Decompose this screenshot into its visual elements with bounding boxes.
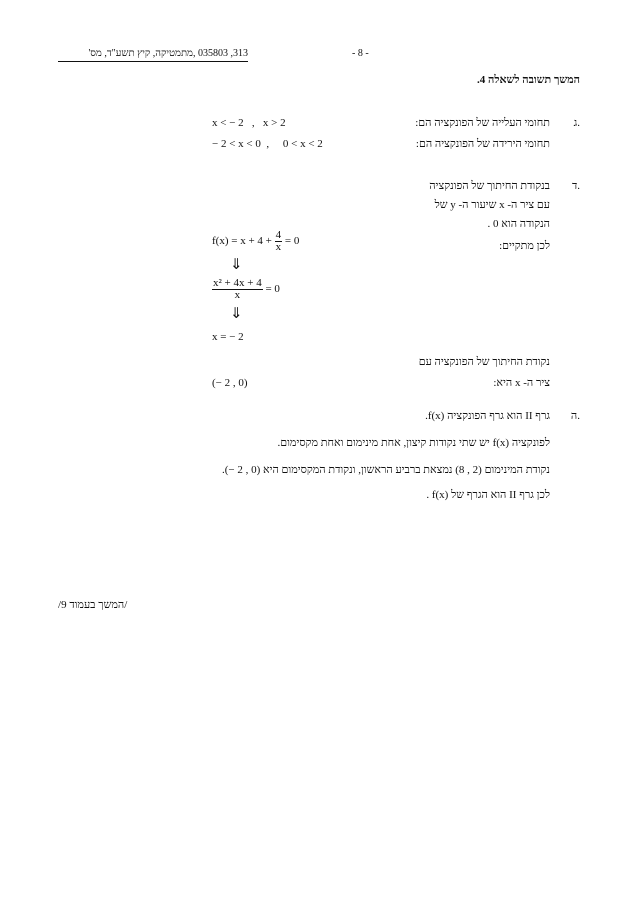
equation-2-denominator: x (234, 289, 241, 301)
equation-2-fraction (212, 278, 263, 301)
continued-note: /המשך בעמוד 9/ (58, 599, 128, 611)
decreasing-intervals: − 2 < x < 0 , 0 < x < 2 (212, 138, 323, 150)
intersection-line2: ציר ה- x היא: (493, 377, 550, 389)
equation-2-right: = 0 (265, 283, 280, 296)
intersection-line1: נקודת החיתוך של הפונקציה עם (418, 356, 550, 368)
therefore-label: לכן מתקיים: (499, 240, 550, 252)
equation-1-numerator: 4 (275, 229, 282, 241)
equation-1 (212, 230, 299, 253)
part-c-marker: ג. (573, 117, 580, 129)
part-d-line2: עם ציר ה- x שיעור ה- y של (434, 199, 550, 211)
equation-2-numerator: x² + 4x + 4 (213, 277, 262, 289)
increasing-label: תחומי העלייה של הפונקציה הם: (415, 117, 550, 129)
increasing-intervals: x < − 2 , x > 2 (212, 117, 286, 129)
page-number: - 8 - (352, 48, 369, 59)
implies-arrow-2: ⇓ (230, 306, 243, 322)
equation-1-fraction (275, 230, 283, 253)
equation-2 (212, 278, 280, 301)
intersection-point: (− 2 , 0) (212, 377, 248, 389)
section-title: המשך תשובה לשאלה 4. (477, 74, 580, 86)
header-underline (58, 61, 248, 62)
equation-1-right: = 0 (284, 235, 300, 248)
equation-1-denominator: x (275, 241, 282, 253)
equation-1-left: f(x) = x + 4 + (212, 235, 272, 248)
equation-3: x = − 2 (212, 331, 244, 343)
part-e-line1: גרף II הוא גרף הפונקציה f(x). (425, 410, 550, 422)
header-info: 313, 035803 ,מתמטיקה, קיץ תשע"ד, מס' (88, 48, 248, 59)
part-e-line4: לכן גרף II הוא הגרף של f(x) . (426, 489, 550, 501)
implies-arrow-1: ⇓ (230, 257, 243, 273)
part-d-marker: ד. (571, 180, 580, 192)
page-header (58, 48, 248, 59)
part-e-line2: לפונקציה f(x) יש שתי נקודות קיצון, אחת מינימום ואחת מקסימום. (277, 437, 550, 449)
part-e-line3: נקודת המינימום (2 , 8) נמצאת ברביע הראשון, ונקודת המקסימום היא (0 , 2 −). (221, 464, 550, 476)
part-d-line3: הנקודה הוא 0 . (487, 218, 550, 230)
decreasing-label: תחומי הירידה של הפונקציה הם: (415, 138, 550, 150)
part-d-line1: בנקודת החיתוך של הפונקציה (429, 180, 550, 192)
part-e-marker: ה. (570, 410, 580, 422)
